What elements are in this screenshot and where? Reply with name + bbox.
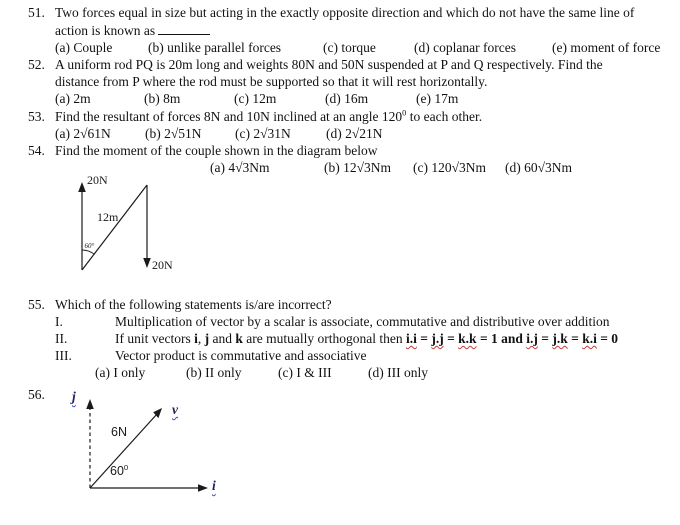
vector-diagram-lines xyxy=(55,391,245,521)
unit-vector-i-label: i xyxy=(212,478,216,493)
couple-diagram-lines xyxy=(58,170,188,296)
option-c: (c) 2√31N xyxy=(235,126,291,141)
question-54-number: 54. xyxy=(28,143,45,158)
angle-label: $60^0$ xyxy=(110,462,129,478)
option-b: (b) 2√51N xyxy=(145,126,202,141)
option-d: (d) 60√3Nm xyxy=(505,160,573,175)
i-axis-arrowhead xyxy=(198,484,208,492)
question-53-number: 53. xyxy=(28,109,45,124)
option-d: (d) coplanar forces xyxy=(414,40,516,55)
force-label-top: 20N xyxy=(87,173,108,187)
option-a: (a) 2√61N xyxy=(55,126,111,141)
question-51-text-continued: action is known as xyxy=(55,22,210,39)
angle-arc xyxy=(82,250,94,254)
vector-v-label: v xyxy=(172,402,178,417)
unit-vector-j-label: j xyxy=(72,389,76,404)
question-55-text: Which of the following statements is/are incorrect? xyxy=(55,297,332,312)
roman-numeral-iii: III. xyxy=(55,348,72,363)
option-e: (e) moment of force xyxy=(552,40,661,55)
option-c: (c) 12m xyxy=(234,91,277,106)
question-51-text: Two forces equal in size but acting in the exactly opposite direction and which do not have the same line of xyxy=(55,5,635,20)
option-d: (d) III only xyxy=(368,365,428,380)
question-52-text: A uniform rod PQ is 20m long and weights 80N and 50N suspended at P and Q respectively. Find the xyxy=(55,57,603,72)
dot-product-ki: k.i xyxy=(582,331,597,346)
roman-numeral-ii: II. xyxy=(55,331,68,346)
question-53-text: Find the resultant of forces 8N and 10N inclined at an angle $120^0$ to each other. xyxy=(55,108,483,124)
question-56-number: 56. xyxy=(28,387,45,402)
option-b: (b) II only xyxy=(186,365,242,380)
roman-numeral-i: I. xyxy=(55,314,63,329)
option-a: (a) 2m xyxy=(55,91,91,106)
option-d: (d) 2√21N xyxy=(326,126,383,141)
question-52-number: 52. xyxy=(28,57,45,72)
down-arrowhead xyxy=(143,258,151,268)
superscript-degree: 0 xyxy=(123,462,129,472)
superscript-degree: 0 xyxy=(402,108,407,118)
vector-magnitude-label: 6N xyxy=(111,425,127,439)
option-c: (c) I & III xyxy=(278,365,332,380)
option-c: (c) torque xyxy=(323,40,376,55)
couple-force-diagram xyxy=(58,170,188,296)
angle-label: 60° xyxy=(84,242,95,250)
fill-in-blank-line xyxy=(158,22,210,35)
dot-product-ii: i.i xyxy=(405,331,417,346)
question-54-text: Find the moment of the couple shown in the diagram below xyxy=(55,143,378,158)
force-label-bottom: 20N xyxy=(152,258,173,272)
option-a: (a) Couple xyxy=(55,40,113,55)
dot-product-kk: k.k xyxy=(458,331,477,346)
rod-length-label: 12m xyxy=(97,210,119,224)
statement-i-text: Multiplication of vector by a scalar is associate, commutative and distributive over addition xyxy=(115,314,610,329)
j-axis-arrowhead xyxy=(86,399,94,409)
up-arrowhead xyxy=(78,182,86,192)
option-b: (b) 8m xyxy=(144,91,181,106)
dot-product-jj: j.j xyxy=(431,331,444,346)
option-a: (a) I only xyxy=(95,365,146,380)
statement-iii-text: Vector product is commutative and associative xyxy=(115,348,367,363)
option-a: (a) 4√3Nm xyxy=(210,160,270,175)
option-e: (e) 17m xyxy=(416,91,459,106)
statement-ii-text: If unit vectors i, j and k are mutually orthogonal then i.i = j.j = k.k = 1 and i.j = j.k = k.i = 0 xyxy=(115,331,619,346)
dot-product-ij: i.j xyxy=(526,331,538,346)
option-b: (b) 12√3Nm xyxy=(324,160,392,175)
option-c: (c) 120√3Nm xyxy=(413,160,487,175)
question-51-number: 51. xyxy=(28,5,45,20)
vector-axes-diagram xyxy=(55,391,245,521)
option-d: (d) 16m xyxy=(325,91,369,106)
option-b: (b) unlike parallel forces xyxy=(148,40,282,55)
question-55-number: 55. xyxy=(28,297,45,312)
question-52-text-continued: distance from P where the rod must be supported so that it will rest horizontally. xyxy=(55,74,488,89)
dot-product-jk: j.k xyxy=(552,331,568,346)
